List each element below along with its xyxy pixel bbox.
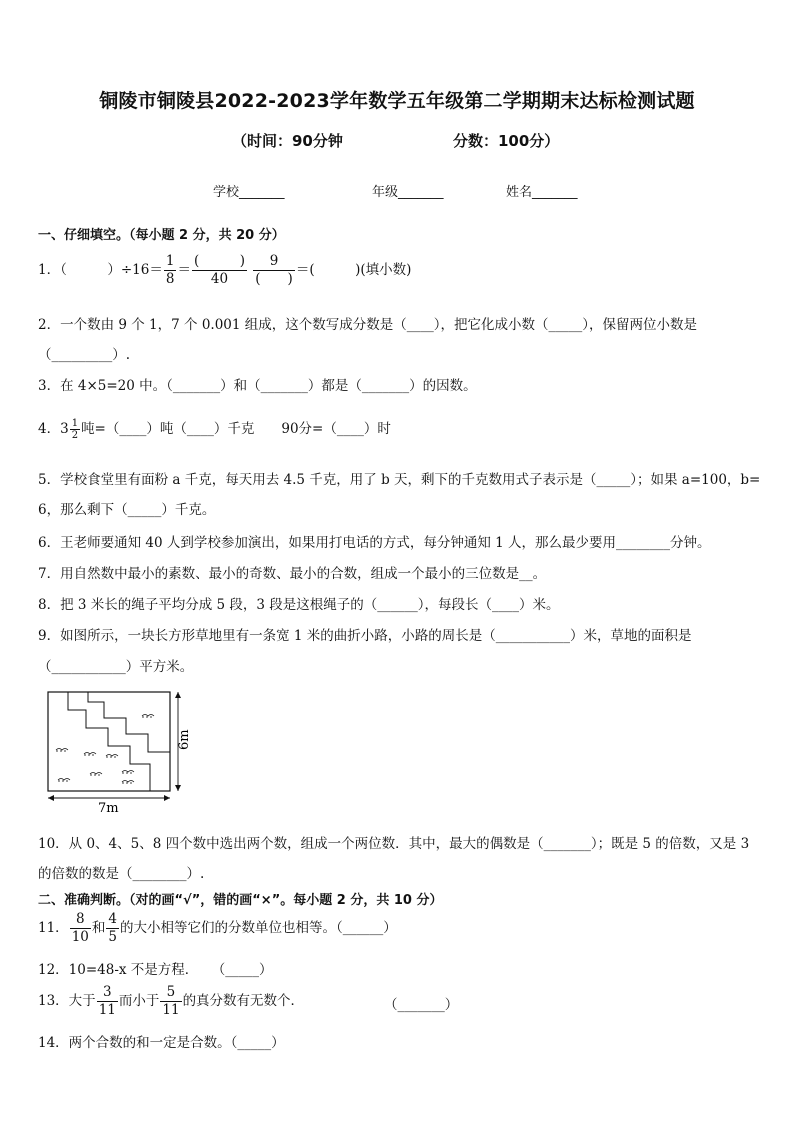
path-edge-upper	[88, 692, 170, 752]
question-1	[38, 253, 411, 288]
q4-prefix: 4．3	[38, 421, 69, 437]
question-9-line2: （___________）平方米。	[38, 659, 194, 675]
grass-marks	[56, 715, 154, 785]
q4-mixed-numerator: 1	[71, 418, 79, 429]
question-13	[38, 984, 304, 1019]
q11-a-numerator: 8	[70, 911, 91, 929]
q1-fraction-3[interactable]	[253, 253, 295, 288]
question-7: 7．用自然数中最小的素数、最小的奇数、最小的合数，组成一个最小的三位数是__。	[38, 566, 547, 582]
question-5-line2: 6，那么剩下（_____）千克。	[38, 502, 216, 518]
q13-answer-blank[interactable]: （_______）	[384, 997, 459, 1013]
q11-and: 和	[91, 920, 106, 936]
q1-f1-numerator: 1	[165, 253, 175, 269]
question-2-line1: 2．一个数由 9 个 1，7 个 0.001 组成，这个数写成分数是（____），把它化成小数（_____），保留两位小数是	[38, 317, 698, 333]
q1-prefix: 1．（ ）÷16＝	[38, 262, 163, 278]
q13-b-denominator: 11	[162, 1002, 180, 1018]
width-label: 7m	[98, 801, 119, 816]
q1-fraction-2[interactable]	[192, 253, 247, 288]
q11-suffix[interactable]: 的大小相等它们的分数单位也相等。（______）	[119, 920, 397, 936]
q11-b-denominator: 5	[108, 929, 117, 945]
grass-mark	[84, 753, 96, 757]
question-10-line2: 的倍数的数是（________）.	[38, 866, 205, 882]
q13-a-denominator: 11	[98, 1002, 116, 1018]
lawn-rectangle	[48, 692, 170, 791]
grade-field[interactable]: 年级_______	[372, 185, 444, 200]
q13-b-numerator: 5	[160, 984, 181, 1002]
question-2-line2[interactable]: （_________）.	[38, 347, 131, 363]
q1-suffix[interactable]: ＝( )(填小数)	[295, 262, 412, 278]
q11-fraction-b	[106, 911, 119, 946]
grass-mark	[56, 749, 68, 753]
question-10-line1: 10．从 0、4、5、8 四个数中选出两个数，组成一个两位数．其中，最大的偶数是（_______）；既是 5 的倍数，又是 3	[38, 836, 750, 852]
q4-mixed-denominator: 2	[71, 430, 79, 441]
question-11	[38, 911, 397, 946]
section1-title: 一、仔细填空。（每小题 2 分，共 20 分）	[38, 228, 285, 243]
q4-mixed-fraction	[70, 418, 80, 441]
q13-a-numerator: 3	[97, 984, 118, 1002]
path-edge-lower	[68, 692, 150, 791]
q11-b-numerator: 4	[108, 911, 117, 927]
q13-mid: 而小于	[118, 993, 160, 1009]
q1-f3-numerator: 9	[253, 253, 295, 271]
question-8: 8．把 3 米长的绳子平均分成 5 段，3 段是这根绳子的（______），每段长（____）米。	[38, 597, 560, 613]
q13-suffix: 的真分数有无数个．	[182, 993, 305, 1009]
grass-mark	[106, 755, 118, 759]
q13-fraction-b	[160, 984, 181, 1019]
question-6: 6．王老师要通知 40 人到学校参加演出，如果用打电话的方式，每分钟通知 1 人，那么最少要用________分钟。	[38, 535, 711, 551]
question-3: 3．在 4×5=20 中。（_______）和（_______）都是（_______）的因数。	[38, 378, 477, 394]
question-14: 14．两个合数的和一定是合数。（_____）	[38, 1035, 285, 1051]
section2-title: 二、准确判断。（对的画“√”，错的画“×”。每小题 2 分，共 10 分）	[38, 893, 443, 908]
q1-f2-denominator: 40	[210, 271, 229, 287]
exam-time: （时间：90分钟	[232, 132, 343, 150]
school-field[interactable]: 学校_______	[213, 185, 285, 200]
lawn-path-figure	[42, 688, 192, 816]
q11-prefix: 11．	[38, 920, 69, 936]
q13-prefix: 13．大于	[38, 993, 96, 1009]
grass-mark	[122, 771, 134, 775]
page-title: 铜陵市铜陵县2022-2023学年数学五年级第二学期期末达标检测试题	[99, 90, 695, 112]
grass-mark	[58, 779, 70, 783]
question-12: 12．10=48-x 不是方程． （_____）	[38, 962, 273, 978]
q1-f2-numerator[interactable]: ( )	[193, 253, 245, 269]
q11-a-denominator: 10	[71, 929, 89, 945]
q4-suffix: 吨=（____）吨（____）千克 90分=（____）时	[81, 421, 391, 437]
grass-mark	[142, 715, 154, 719]
q1-equals: ＝	[177, 262, 191, 278]
question-9-line1: 9．如图所示，一块长方形草地里有一条宽 1 米的曲折小路，小路的周长是（___________）米，草地的面积是	[38, 628, 692, 644]
grass-mark	[90, 773, 102, 777]
question-4	[38, 417, 391, 441]
height-label: 6m	[177, 729, 192, 750]
q11-fraction-a	[70, 911, 91, 946]
q1-fraction-1	[164, 253, 177, 288]
q13-fraction-a	[97, 984, 118, 1019]
name-field[interactable]: 姓名_______	[506, 185, 578, 200]
exam-score: 分数：100分）	[453, 132, 560, 150]
grass-mark	[122, 781, 134, 785]
q1-f1-denominator: 8	[165, 271, 175, 287]
question-5-line1: 5．学校食堂里有面粉 a 千克，每天用去 4.5 千克，用了 b 天，剩下的千克数用式子表示是（_____）；如果 a=100，b=	[38, 472, 761, 488]
q1-f3-denominator[interactable]: ( )	[255, 271, 293, 287]
